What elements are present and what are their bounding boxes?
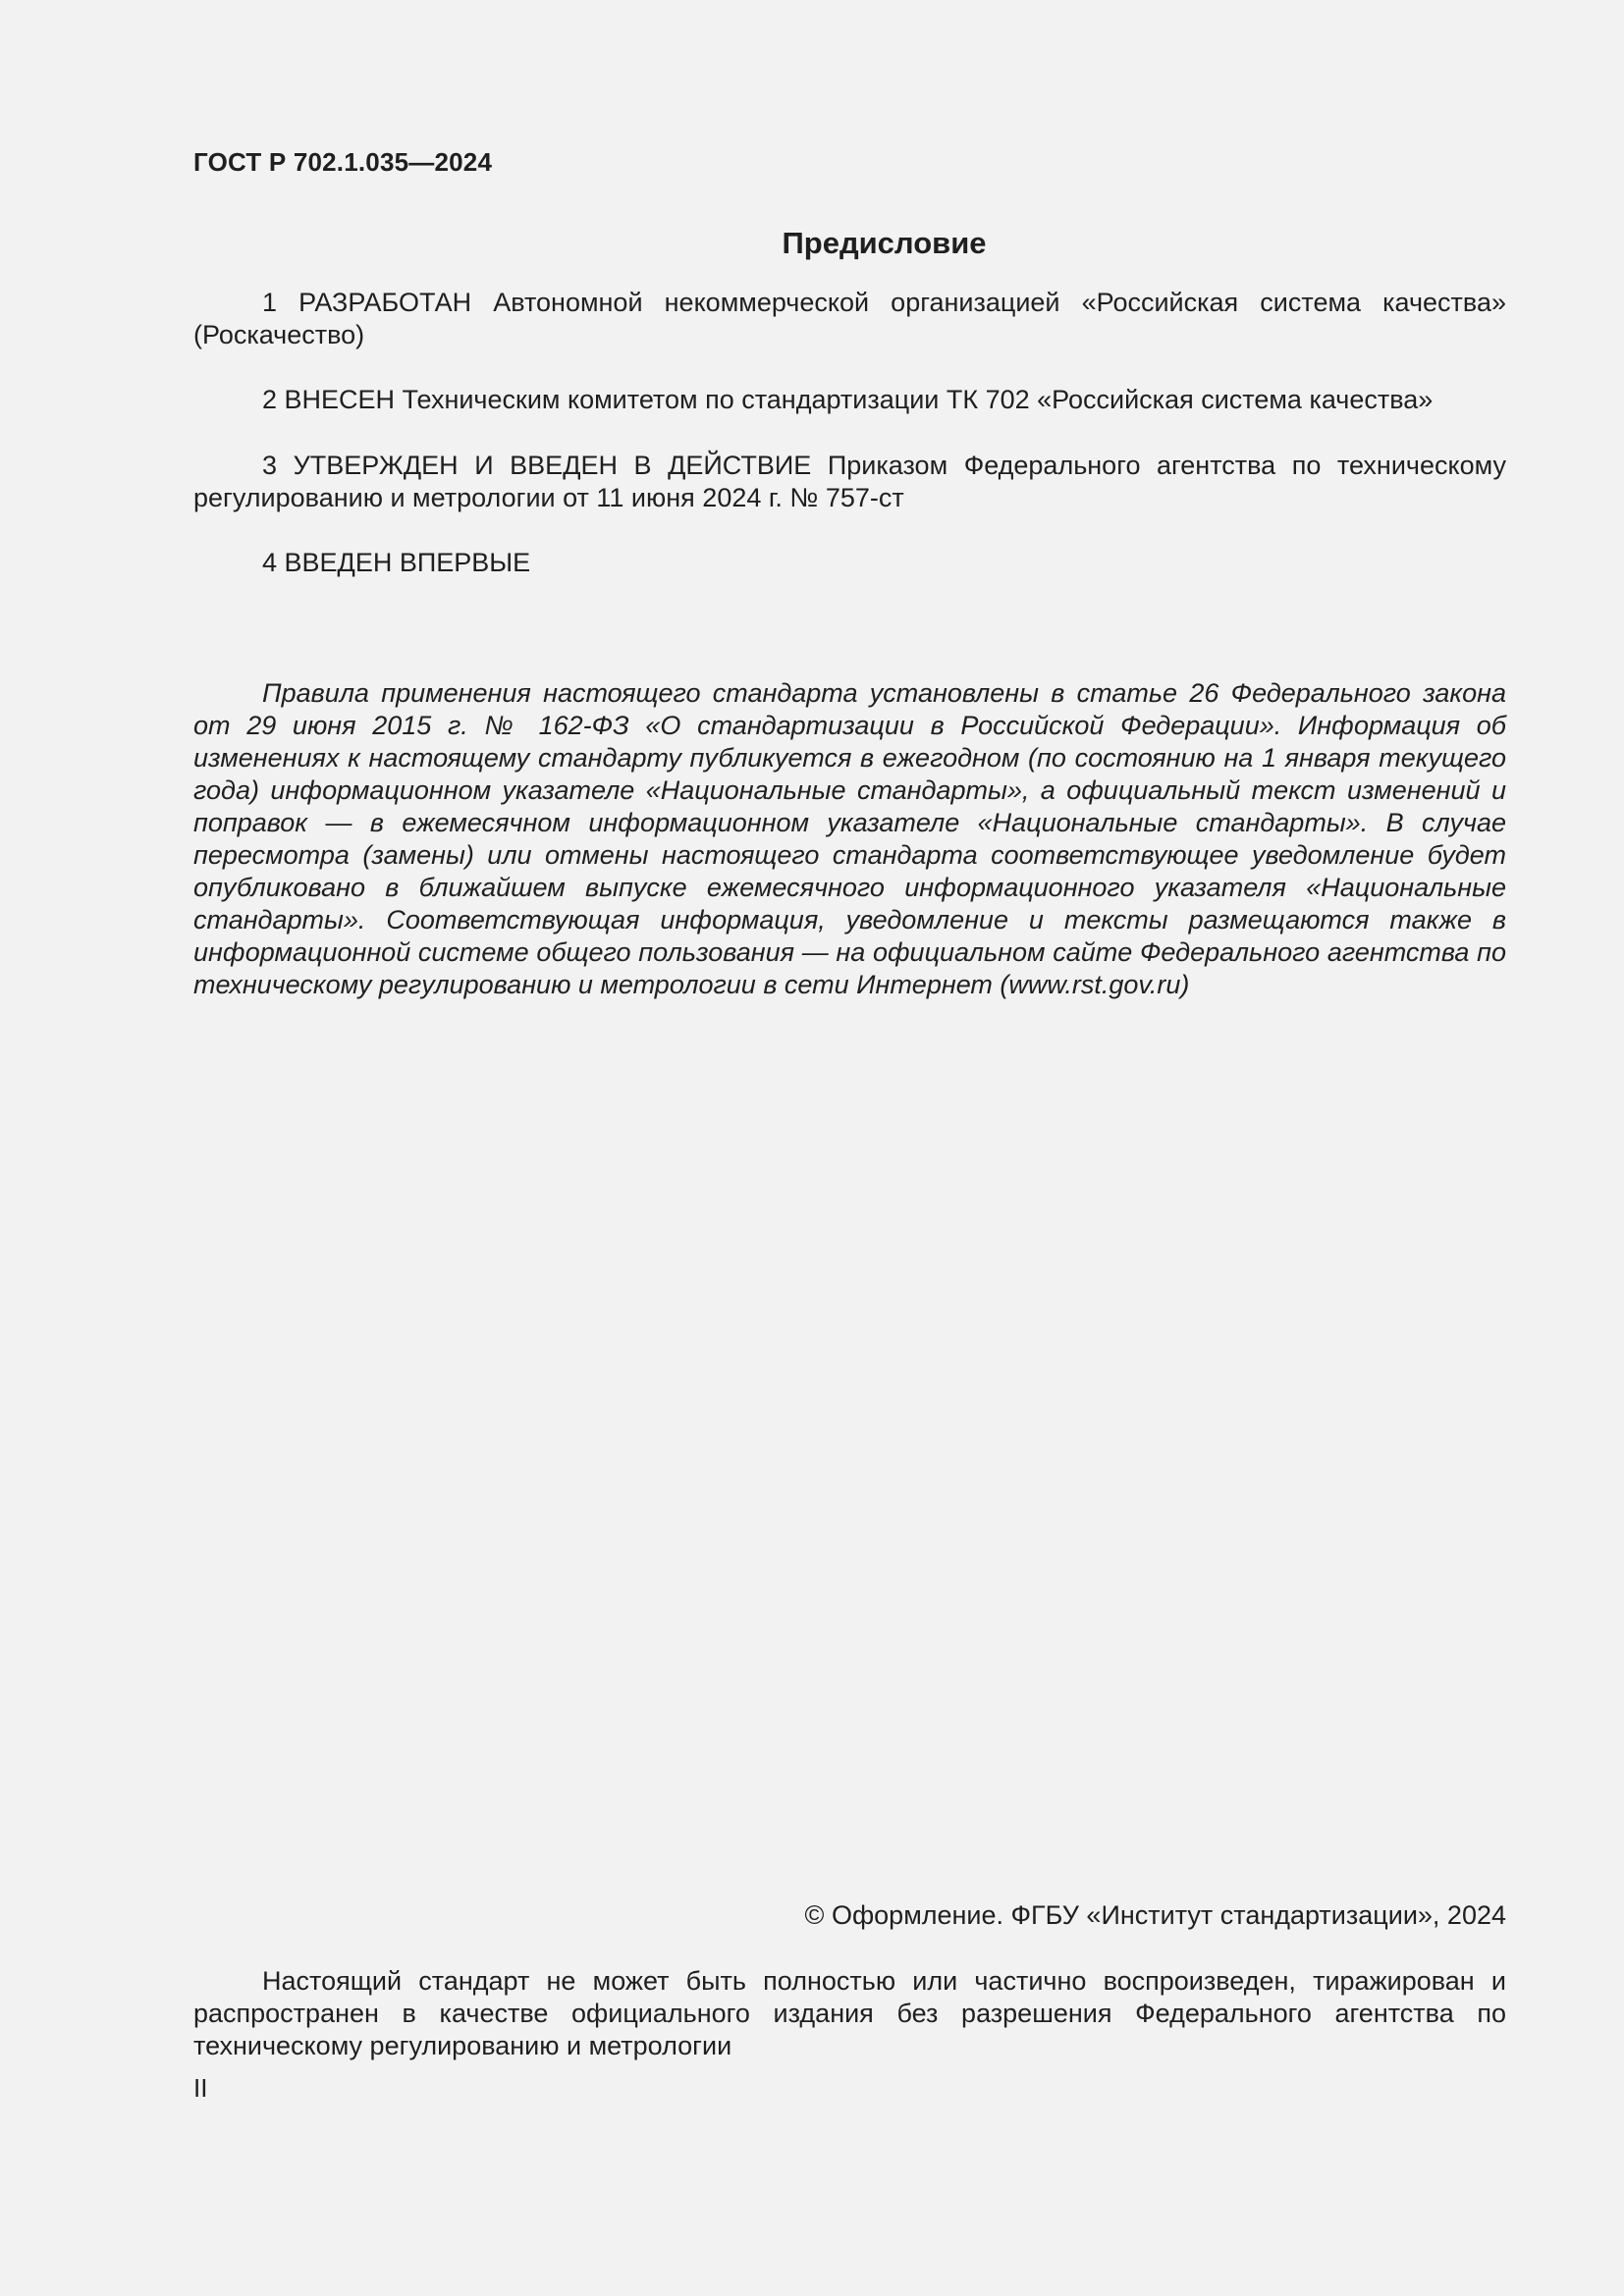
copyright-line: © Оформление. ФГБУ «Институт стандартизации», 2024 — [804, 1900, 1506, 1930]
foreword-item-developed: 1 РАЗРАБОТАН Автономной некоммерческой организацией «Российская система качества» (Роскачество) — [193, 288, 1506, 349]
foreword-item-introduced: 4 ВВЕДЕН ВПЕРВЫЕ — [262, 548, 531, 577]
foreword-item-approved: 3 УТВЕРЖДЕН И ВВЕДЕН В ДЕЙСТВИЕ Приказом Федерального агентства по техническому регулированию и метрологии от 11 июня 2024 г. № 757-ст — [193, 451, 1506, 512]
standard-code: ГОСТ Р 702.1.035—2024 — [193, 147, 493, 177]
page-title: Предисловие — [782, 226, 987, 260]
page-number: II — [193, 2073, 208, 2103]
application-rules-notice: Правила применения настоящего стандарта установлены в статье 26 Федерального закона от 29 июня 2015 г. № 162-ФЗ «О стандартизации в Российской Федерации». Информация об изменениях к настоящему стандарту публикуется в ежегодном (по состоянию на 1 января текущего года) информационном указателе «Национальные стандарты», а официальный текст изменений и поправок — в ежемесячном информационном указателе «Национальные стандарты». В случае пересмотра (замены) или отмены настоящего стандарта соответствующее уведомление будет опубликовано в ближайшем выпуске ежемесячного информационного указателя «Национальные стандарты». Соответствующая информация, уведомление и тексты размещаются также в информационной системе общего пользования — на официальном сайте Федерального агентства по техническому регулированию и метрологии в сети Интернет (www.rst.gov.ru) — [193, 678, 1506, 999]
foreword-item-submitted: 2 ВНЕСЕН Техническим комитетом по стандартизации ТК 702 «Российская система качества» — [262, 385, 1434, 414]
reproduction-notice: Настоящий стандарт не может быть полностью или частично воспроизведен, тиражирован и распространен в качестве официального издания без разрешения Федерального агентства по техническому регулированию и метрологии — [193, 1966, 1506, 2060]
